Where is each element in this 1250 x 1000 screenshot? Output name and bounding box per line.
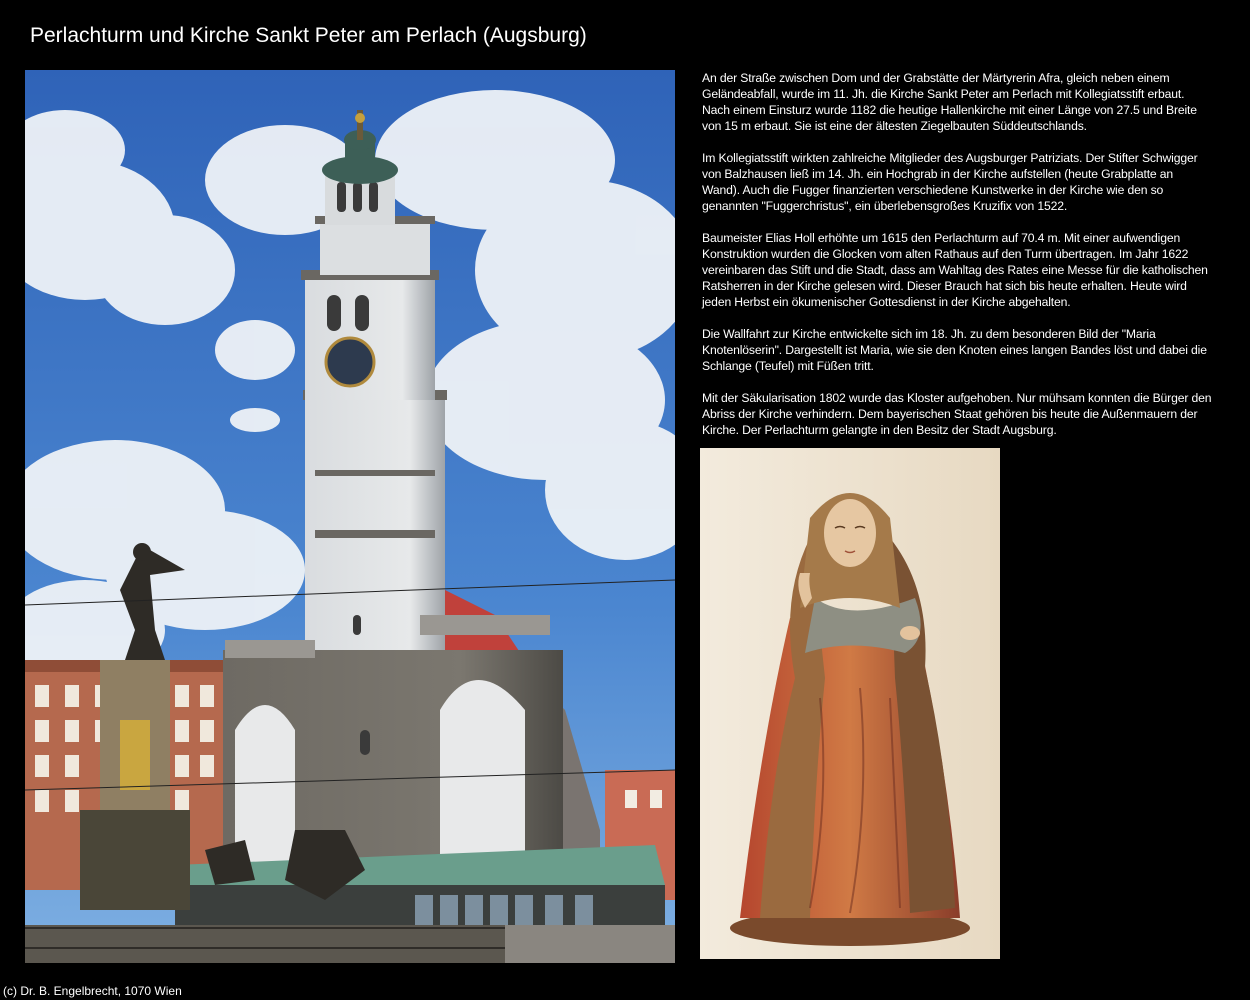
maria-statue-photo: [700, 448, 1000, 959]
description-text: [702, 70, 1212, 454]
paragraph-4: Die Wallfahrt zur Kirche entwickelte sich im 18. Jh. zu dem besonderen Bild der "Maria Knotenlöserin". Dargestellt ist Maria, wie sie den Knoten eines langen Bandes löst und dabei die Schlange (Teufel) mit Füßen tritt.: [702, 327, 1207, 373]
paragraph-2: Im Kollegiatsstift wirkten zahlreiche Mitglieder des Augsburger Patriziats. Der Stifter Schwigger von Balzhausen ließ im 14. Jh. ein Hochgrab in der Kirche aufstellen (heute Grabplatte an Wand). Auch die Fugger finanzierten verschiedene Kunstwerke in der Kirche wie den so genannten "Fuggerchristus", ein überlebensgroßes Kruzifix von 1522.: [702, 151, 1198, 213]
tower-photo: [25, 70, 675, 963]
paragraph-5: Mit der Säkularisation 1802 wurde das Kloster aufgehoben. Nur mühsam konnten die Bürger den Abriss der Kirche verhindern. Dem bayerischen Staat gehören bis heute die Außenmauern der Kirche. Der Perlachturm gelangte in den Besitz der Stadt Augsburg.: [702, 391, 1212, 437]
copyright-footer: (c) Dr. B. Engelbrecht, 1070 Wien: [3, 984, 182, 998]
paragraph-1: An der Straße zwischen Dom und der Grabstätte der Märtyrerin Afra, gleich neben einem Geländeabfall, wurde im 11. Jh. die Kirche Sankt Peter am Perlach mit Kollegiatsstift erbaut. Nach einem Einsturz wurde 1182 die heutige Hallenkirche mit einer Länge von 27.5 und Breite von 15 m erbaut. Sie ist eine der ältesten Ziegelbauten Süddeutschlands.: [702, 71, 1197, 133]
page-title: Perlachturm und Kirche Sankt Peter am Perlach (Augsburg): [30, 24, 587, 47]
paragraph-3: Baumeister Elias Holl erhöhte um 1615 den Perlachturm auf 70.4 m. Mit einer aufwendigen Konstruktion wurden die Glocken vom alten Rathaus auf den Turm übertragen. Im Jahr 1622 vereinbaren das Stift und die Stadt, dass am Wahltag des Rates eine Messe für die katholischen Ratsherren in der Kirche gelesen wird. Dieser Brauch hat sich bis heute erhalten. Heute wird jeden Herbst ein ökumenischer Gottesdienst in der Kirche abgehalten.: [702, 231, 1208, 309]
